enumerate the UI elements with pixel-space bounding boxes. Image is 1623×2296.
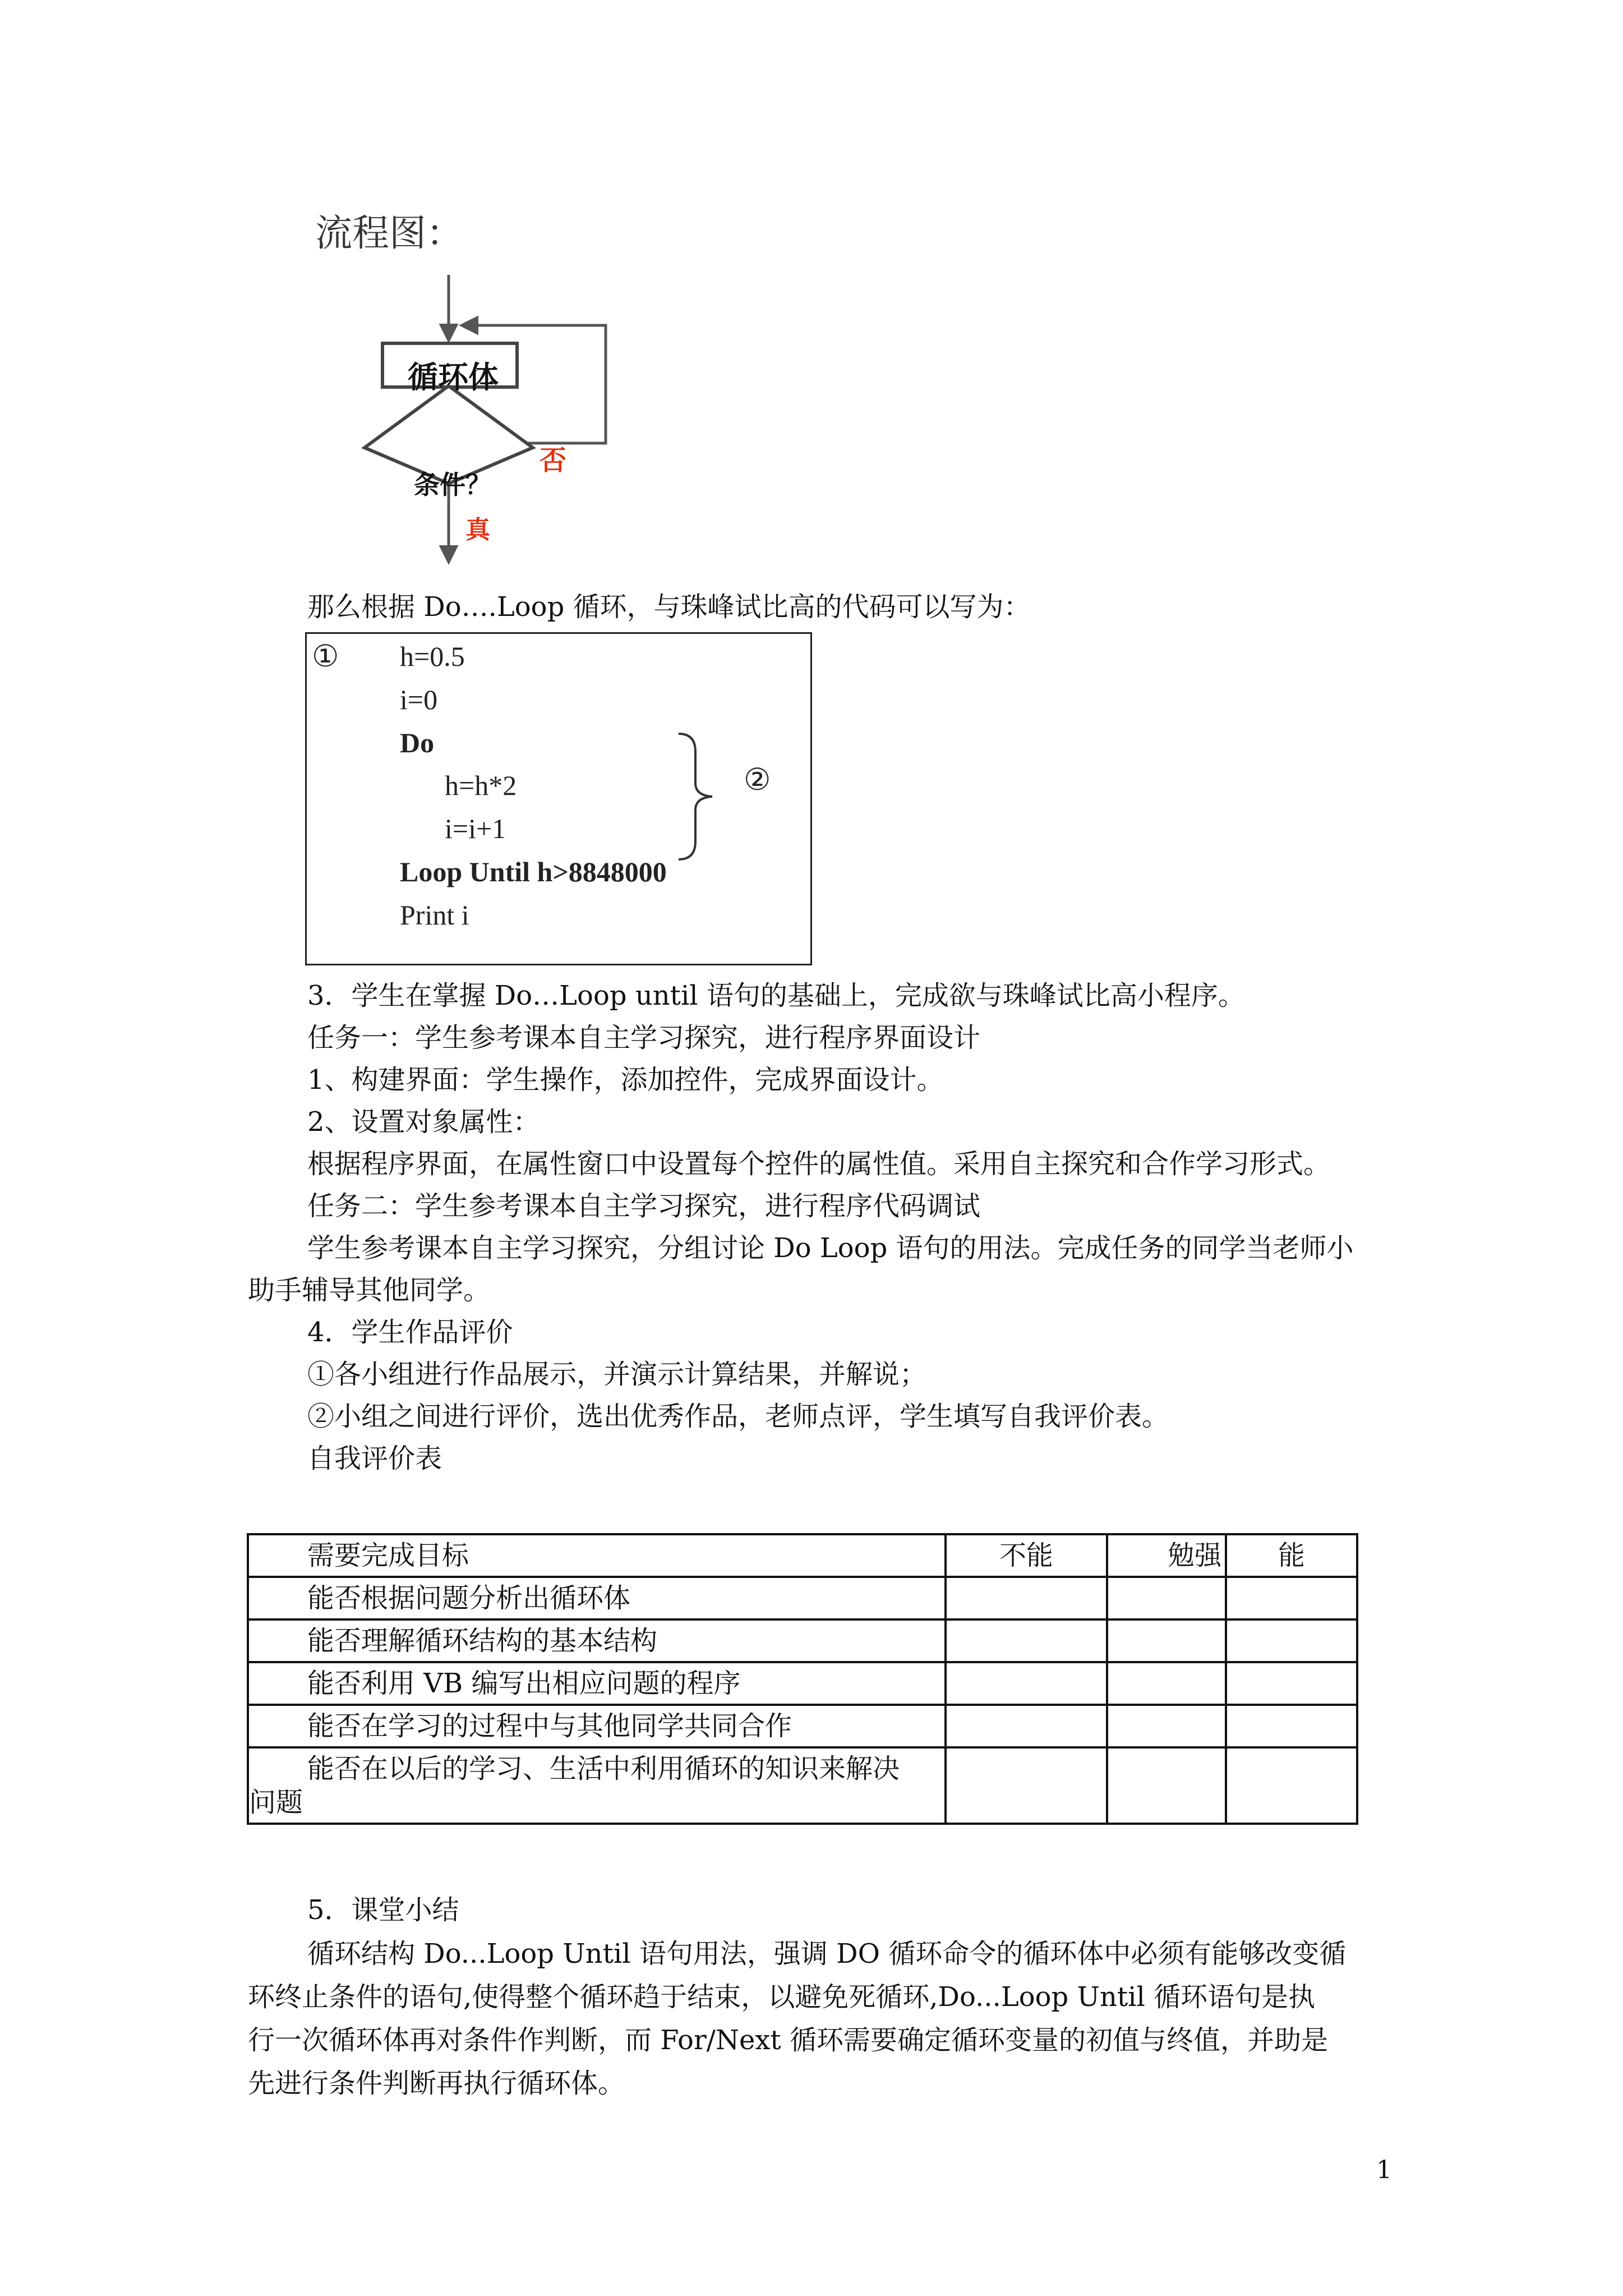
paragraph: 根据程序界面，在属性窗口中设置每个控件的属性值。采用自主探究和合作学习形式。	[307, 1148, 1331, 1180]
self-evaluation-table	[247, 1533, 1358, 1825]
marker-1: ①	[312, 639, 339, 673]
goal-cell-cont: 问题	[249, 1787, 303, 1818]
goal-cell: 能否利用 VB 编写出相应问题的程序	[248, 1662, 946, 1705]
brace-icon	[673, 729, 718, 864]
barely-cell[interactable]	[1107, 1619, 1226, 1662]
paragraph: 2、设置对象属性：	[307, 1106, 540, 1138]
true-label: 真	[465, 516, 490, 544]
page-number: 1	[1376, 2156, 1392, 2184]
barely-cell[interactable]	[1107, 1577, 1226, 1619]
condition-label: 条件？	[414, 470, 491, 500]
table-row	[248, 1577, 1357, 1619]
goal-cell: 能否根据问题分析出循环体	[248, 1577, 946, 1619]
paragraph: 3．学生在掌握 Do…Loop until 语句的基础上，完成欲与珠峰试比高小程序。	[307, 980, 1245, 1011]
goal-cell: 能否在学习的过程中与其他同学共同合作	[248, 1705, 946, 1747]
cannot-cell[interactable]	[946, 1619, 1107, 1662]
paragraph: ②小组之间进行评价，选出优秀作品，老师点评，学生填写自我评价表。	[307, 1401, 1169, 1432]
goal-cell: 能否在以后的学习、生活中利用循环的知识来解决 问题	[248, 1747, 946, 1824]
summary-line: 环终止条件的语句,使得整个循环趋于结束，以避免死循环,Do...Loop Until 循环语句是执	[248, 1981, 1316, 2013]
cannot-cell[interactable]	[946, 1577, 1107, 1619]
barely-cell[interactable]	[1107, 1747, 1226, 1824]
cannot-cell[interactable]	[946, 1705, 1107, 1747]
summary-line: 先进行条件判断再执行循环体。	[248, 2068, 625, 2099]
paragraph: 任务二：学生参考课本自主学习探究，进行程序代码调试	[307, 1190, 981, 1222]
can-cell[interactable]	[1226, 1662, 1357, 1705]
can-cell[interactable]	[1226, 1705, 1357, 1747]
table-row	[248, 1705, 1357, 1747]
paragraph: 4．学生作品评价	[307, 1317, 513, 1348]
can-cell[interactable]	[1226, 1577, 1357, 1619]
loop-body-label: 循环体	[408, 360, 499, 395]
paragraph: ①各小组进行作品展示，并演示计算结果，并解说；	[307, 1359, 927, 1390]
header-can: 能	[1226, 1534, 1357, 1577]
code-line: Loop Until h>8848000	[400, 856, 667, 887]
summary-line: 行一次循环体再对条件作判断，而 For/Next 循环需要确定循环变量的初值与终值，并助是	[248, 2024, 1328, 2056]
flowchart-title: 流程图：	[315, 211, 463, 255]
paragraph: 学生参考课本自主学习探究，分组讨论 Do Loop 语句的用法。完成任务的同学当老师小	[307, 1232, 1354, 1264]
header-barely: 勉强	[1107, 1534, 1226, 1577]
code-line: i=0	[400, 684, 438, 715]
paragraph: 1、构建界面：学生操作，添加控件，完成界面设计。	[307, 1064, 944, 1096]
code-line: h=h*2	[445, 770, 517, 801]
table-row	[248, 1619, 1357, 1662]
code-line: h=0.5	[400, 641, 465, 672]
paragraph: 任务一：学生参考课本自主学习探究，进行程序界面设计	[307, 1022, 981, 1053]
paragraph: 助手辅导其他同学。	[248, 1274, 491, 1306]
table-row	[248, 1662, 1357, 1705]
header-goal: 需要完成目标	[248, 1534, 946, 1577]
flowchart-diagram	[348, 269, 662, 572]
marker-2: ②	[744, 763, 771, 797]
summary-line: 循环结构 Do...Loop Until 语句用法，强调 DO 循环命令的循环体中必须有能够改变循	[307, 1938, 1347, 1970]
can-cell[interactable]	[1226, 1619, 1357, 1662]
code-line: Do	[400, 727, 435, 758]
code-box	[305, 632, 812, 965]
code-intro: 那么根据 Do….Loop 循环，与珠峰试比高的代码可以写为：	[307, 591, 1031, 623]
table-row	[248, 1747, 1357, 1824]
paragraph: 自我评价表	[307, 1443, 442, 1474]
cannot-cell[interactable]	[946, 1747, 1107, 1824]
false-label: 否	[540, 445, 567, 476]
header-cannot: 不能	[946, 1534, 1107, 1577]
cannot-cell[interactable]	[946, 1662, 1107, 1705]
can-cell[interactable]	[1226, 1747, 1357, 1824]
table-header-row	[248, 1534, 1357, 1577]
barely-cell[interactable]	[1107, 1662, 1226, 1705]
barely-cell[interactable]	[1107, 1705, 1226, 1747]
summary-heading: 5．课堂小结	[307, 1894, 459, 1926]
goal-cell: 能否理解循环结构的基本结构	[248, 1619, 946, 1662]
code-line: Print i	[400, 899, 469, 931]
code-line: i=i+1	[445, 813, 506, 844]
